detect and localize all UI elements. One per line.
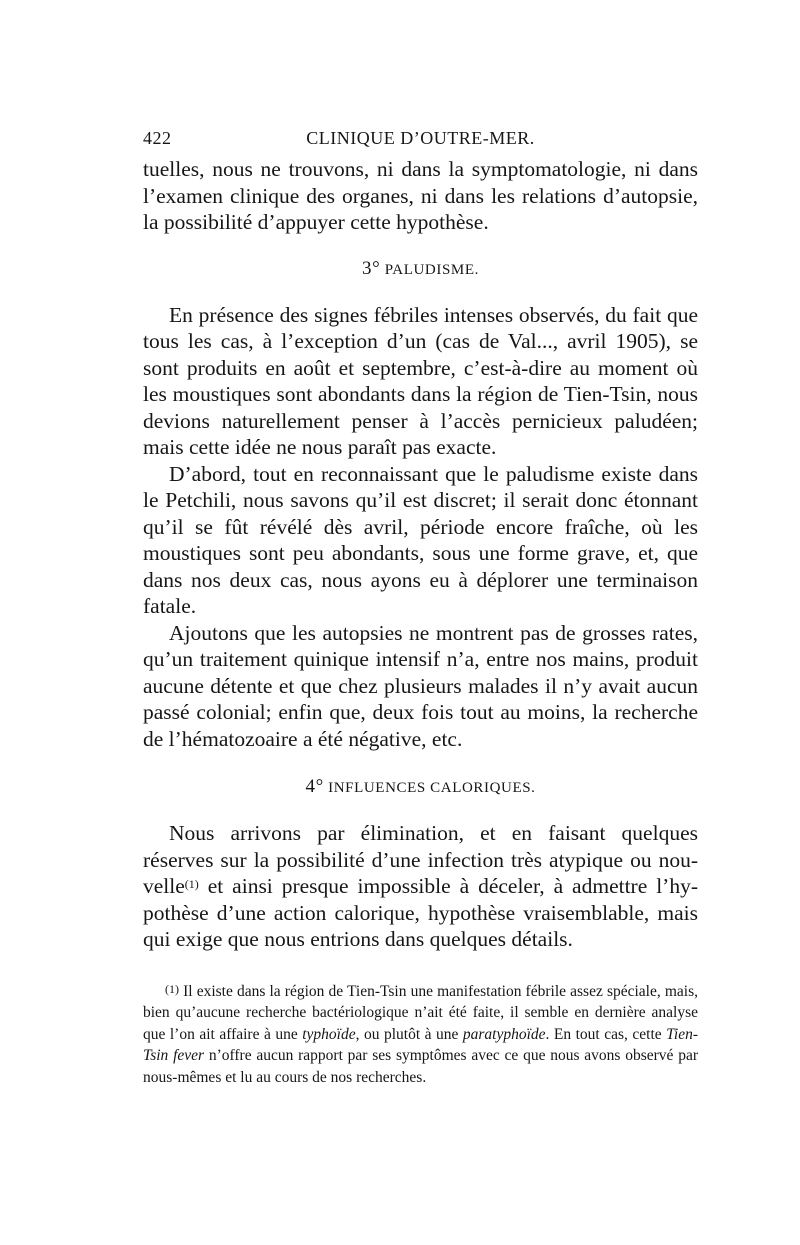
- footnote-text: , ou plutôt à une: [355, 1025, 463, 1043]
- running-head: [143, 128, 698, 156]
- footnote-text: . En tout cas, cette: [545, 1025, 667, 1043]
- footnote-text: n’offre aucun rapport par ses symptômes avec ce que nous avons observé par nous-mêmes et lu au cours de nos recherches.: [143, 1047, 699, 1086]
- book-page: [143, 128, 698, 1104]
- paragraph-text: Nous arrivons par élimination, et en faisant quelques réserves sur la possibilité d’une infection très atypique ou nouvelle: [143, 821, 698, 898]
- section-number: 3°: [362, 257, 381, 279]
- running-title: CLINIQUE D’OUTRE-MER.: [306, 128, 535, 148]
- section-title: INFLUENCES CALORIQUES.: [328, 780, 536, 796]
- section-heading-influences-caloriques: [143, 776, 698, 798]
- footnote-italic-term: paratyphoïde: [462, 1025, 546, 1043]
- paragraph-nous-arrivons: [143, 820, 698, 953]
- page-number: 422: [143, 128, 172, 148]
- footnote-reference: (1): [184, 877, 199, 891]
- footnote-italic-term: typhoïde: [302, 1025, 356, 1043]
- paragraph-dabord: D’abord, tout en reconnaissant que le paludisme existe dans le Petchili, nous savons qu’il est discret; il serait donc étonnant qu’il se fût révélé dès avril, période encore fraîche, où les moustiques sont peu abondants, sous une forme grave, et, que dans nos deux cas, nous ayons eu à déplorer une terminaison fatale.: [143, 461, 698, 618]
- paragraph-ajoutons: Ajoutons que les autopsies ne montrent pas de grosses rates, qu’un traitement quinique intensif n’a, entre nos mains, produit aucune détente et que chez plusieurs malades il n’y avait aucun passé colonial; enfin que, deux fois tout au moins, la recherche de l’hématozoaire a été négative, etc.: [143, 620, 698, 751]
- footnote: [143, 981, 698, 1089]
- paragraph-text: et ainsi presque impossible à déceler, à admettre l’hypothèse d’une action calorique, hypothèse vraisemblable, mais qui exige que nous entrions dans quelques détails.: [143, 874, 698, 951]
- section-title: PALUDISME.: [384, 261, 479, 278]
- paragraph-presence: En présence des signes fébriles intenses observés, du fait que tous les cas, à l’exception d’un (cas de Val..., avril 1905), se sont produits en août et septembre, c’est-à-dire au moment où les moustiques sont abondants dans la région de Tien-Tsin, nous devions naturellement penser à l’accès pernicieux paludéen; mais cette idée ne nous paraît pas exacte.: [143, 302, 698, 459]
- section-heading-paludisme: [143, 258, 698, 280]
- paragraph-continuation: tuelles, nous ne trouvons, ni dans la symptomatologie, ni dans l’examen clinique des organes, ni dans les relations d’autopsie, la possibilité d’appuyer cette hypothèse.: [143, 157, 698, 234]
- footnote-text: Il existe dans la région de Tien-Tsin une manifestation fébrile assez spéciale, mais, bien qu’aucune recherche bactériologique n’ait été faite, il semble en dernière analyse que l’on ait affaire à une: [143, 982, 698, 1043]
- section-number: 4°: [305, 776, 324, 797]
- footnote-mark: (1): [165, 981, 179, 996]
- footnote-italic-term: Tien-Tsin fever: [143, 1025, 699, 1064]
